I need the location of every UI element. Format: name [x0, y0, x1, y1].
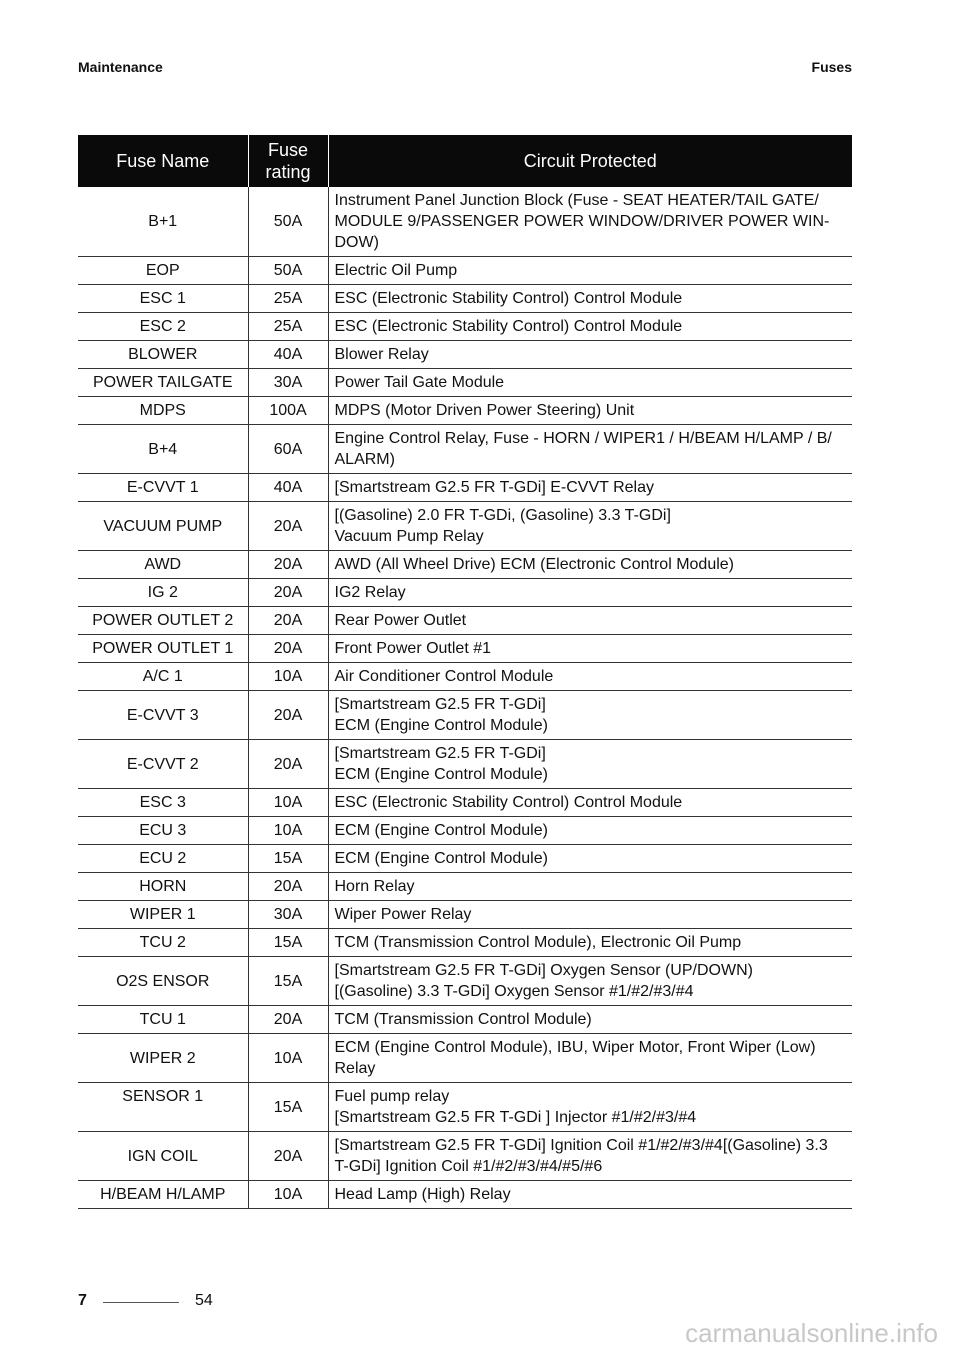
circuit-protected-cell: [Smartstream G2.5 FR T-GDi] ECM (Engine Control Module): [328, 691, 852, 740]
circuit-protected-cell: TCM (Transmission Control Module): [328, 1006, 852, 1034]
circuit-protected-cell: Air Conditioner Control Module: [328, 663, 852, 691]
fuse-name-cell: ECU 3: [78, 817, 248, 845]
table-row: [78, 257, 852, 285]
table-row: [78, 663, 852, 691]
fuse-name-cell: E-CVVT 3: [78, 691, 248, 740]
fuse-rating-cell: 60A: [248, 425, 328, 474]
fuse-name-cell: EOP: [78, 257, 248, 285]
fuse-rating-cell: 100A: [248, 397, 328, 425]
circuit-protected-cell: [Smartstream G2.5 FR T-GDi] Oxygen Sensor (UP/DOWN) [(Gasoline) 3.3 T-GDi] Oxygen Sensor #1/#2/#3/#4: [328, 957, 852, 1006]
fuse-name-cell: E-CVVT 1: [78, 474, 248, 502]
fuse-rating-cell: 20A: [248, 579, 328, 607]
table-row: [78, 425, 852, 474]
table-row: [78, 551, 852, 579]
circuit-protected-cell: Horn Relay: [328, 873, 852, 901]
column-header-fuse-rating: Fuse rating: [248, 135, 328, 187]
table-row: [78, 691, 852, 740]
circuit-protected-cell: MDPS (Motor Driven Power Steering) Unit: [328, 397, 852, 425]
fuse-rating-cell: 10A: [248, 663, 328, 691]
circuit-protected-cell: [Smartstream G2.5 FR T-GDi] Ignition Coil #1/#2/#3/#4[(Gasoline) 3.3 T-GDi] Ignition Coil #1/#2/#3/#4/#5/#6: [328, 1132, 852, 1181]
circuit-protected-cell: [Smartstream G2.5 FR T-GDi] E-CVVT Relay: [328, 474, 852, 502]
fuse-rating-cell: 15A: [248, 1083, 328, 1132]
circuit-protected-cell: ECM (Engine Control Module): [328, 845, 852, 873]
circuit-protected-cell: ECM (Engine Control Module), IBU, Wiper Motor, Front Wiper (Low) Relay: [328, 1034, 852, 1083]
fuse-name-cell: ESC 1: [78, 285, 248, 313]
table-row: [78, 789, 852, 817]
fuse-rating-cell: 20A: [248, 1132, 328, 1181]
fuse-rating-cell: 20A: [248, 1006, 328, 1034]
fuse-rating-cell: 30A: [248, 901, 328, 929]
table-body: [78, 187, 852, 1209]
fuse-rating-cell: 10A: [248, 817, 328, 845]
fuse-name-cell: B+1: [78, 187, 248, 257]
column-header-circuit-protected: Circuit Protected: [328, 135, 852, 187]
circuit-protected-cell: TCM (Transmission Control Module), Electronic Oil Pump: [328, 929, 852, 957]
fuse-name-cell: HORN: [78, 873, 248, 901]
column-header-fuse-name: Fuse Name: [78, 135, 248, 187]
fuse-name-cell: POWER TAILGATE: [78, 369, 248, 397]
topic-title: Fuses: [811, 59, 852, 75]
circuit-protected-cell: ESC (Electronic Stability Control) Control Module: [328, 285, 852, 313]
table-row: [78, 285, 852, 313]
fuse-name-cell: IGN COIL: [78, 1132, 248, 1181]
table-row: [78, 635, 852, 663]
circuit-protected-cell: Front Power Outlet #1: [328, 635, 852, 663]
fuse-rating-cell: 15A: [248, 929, 328, 957]
fuse-rating-cell: 20A: [248, 740, 328, 789]
fuse-rating-cell: 40A: [248, 474, 328, 502]
fuse-rating-cell: 20A: [248, 691, 328, 740]
circuit-protected-cell: Instrument Panel Junction Block (Fuse - SEAT HEATER/TAIL GATE/ MODULE 9/PASSENGER POWER WINDOW/DRIVER POWER WIN- DOW): [328, 187, 852, 257]
fuse-rating-cell: 40A: [248, 341, 328, 369]
table-row: [78, 1034, 852, 1083]
table-row: [78, 1083, 852, 1132]
fuse-rating-cell: 20A: [248, 502, 328, 551]
fuse-rating-cell: 15A: [248, 845, 328, 873]
fuse-name-cell: ESC 3: [78, 789, 248, 817]
table-row: [78, 369, 852, 397]
circuit-protected-cell: [Smartstream G2.5 FR T-GDi] ECM (Engine Control Module): [328, 740, 852, 789]
table-row: [78, 957, 852, 1006]
fuse-rating-cell: 25A: [248, 313, 328, 341]
circuit-protected-cell: Electric Oil Pump: [328, 257, 852, 285]
fuse-name-cell: B+4: [78, 425, 248, 474]
fuse-name-cell: BLOWER: [78, 341, 248, 369]
fuse-name-cell: O2S ENSOR: [78, 957, 248, 1006]
table-row: [78, 740, 852, 789]
fuse-name-cell: SENSOR 1: [78, 1083, 248, 1132]
fuse-rating-cell: 10A: [248, 1034, 328, 1083]
page-number: 54: [195, 1292, 213, 1309]
circuit-protected-cell: AWD (All Wheel Drive) ECM (Electronic Control Module): [328, 551, 852, 579]
chapter-number: 7: [78, 1292, 87, 1309]
fuse-name-cell: VACUUM PUMP: [78, 502, 248, 551]
table-row: [78, 817, 852, 845]
table-row: [78, 607, 852, 635]
fuse-rating-cell: 20A: [248, 873, 328, 901]
fuse-name-cell: MDPS: [78, 397, 248, 425]
table-row: [78, 187, 852, 257]
table-row: [78, 502, 852, 551]
circuit-protected-cell: Rear Power Outlet: [328, 607, 852, 635]
table-header: [78, 135, 852, 187]
fuse-rating-cell: 15A: [248, 957, 328, 1006]
circuit-protected-cell: Blower Relay: [328, 341, 852, 369]
fuse-name-cell: ECU 2: [78, 845, 248, 873]
fuse-name-cell: TCU 1: [78, 1006, 248, 1034]
table-row: [78, 929, 852, 957]
fuse-rating-cell: 10A: [248, 1181, 328, 1209]
fuse-name-cell: A/C 1: [78, 663, 248, 691]
fuse-rating-cell: 50A: [248, 187, 328, 257]
fuse-name-cell: H/BEAM H/LAMP: [78, 1181, 248, 1209]
circuit-protected-cell: Engine Control Relay, Fuse - HORN / WIPER1 / H/BEAM H/LAMP / B/ ALARM): [328, 425, 852, 474]
fuse-rating-cell: 20A: [248, 635, 328, 663]
watermark: carmanualsonline.info: [685, 1318, 938, 1348]
fuse-name-cell: POWER OUTLET 1: [78, 635, 248, 663]
fuse-name-cell: AWD: [78, 551, 248, 579]
circuit-protected-cell: IG2 Relay: [328, 579, 852, 607]
fuse-name-cell: WIPER 2: [78, 1034, 248, 1083]
fuse-name-cell: E-CVVT 2: [78, 740, 248, 789]
fuse-rating-cell: 50A: [248, 257, 328, 285]
footer-divider: [103, 1302, 179, 1303]
circuit-protected-cell: Power Tail Gate Module: [328, 369, 852, 397]
fuse-rating-cell: 25A: [248, 285, 328, 313]
table-row: [78, 1132, 852, 1181]
table-row: [78, 341, 852, 369]
circuit-protected-cell: ESC (Electronic Stability Control) Control Module: [328, 789, 852, 817]
circuit-protected-cell: [(Gasoline) 2.0 FR T-GDi, (Gasoline) 3.3 T-GDi] Vacuum Pump Relay: [328, 502, 852, 551]
fuse-rating-cell: 20A: [248, 551, 328, 579]
table-row: [78, 845, 852, 873]
table-row: [78, 873, 852, 901]
table-row: [78, 397, 852, 425]
circuit-protected-cell: Head Lamp (High) Relay: [328, 1181, 852, 1209]
circuit-protected-cell: Wiper Power Relay: [328, 901, 852, 929]
fuse-name-cell: TCU 2: [78, 929, 248, 957]
circuit-protected-cell: ESC (Electronic Stability Control) Control Module: [328, 313, 852, 341]
fuse-name-cell: IG 2: [78, 579, 248, 607]
fuse-rating-cell: 30A: [248, 369, 328, 397]
table-row: [78, 1181, 852, 1209]
fuse-rating-cell: 10A: [248, 789, 328, 817]
circuit-protected-cell: Fuel pump relay [Smartstream G2.5 FR T-GDi ] Injector #1/#2/#3/#4: [328, 1083, 852, 1132]
fuse-name-cell: ESC 2: [78, 313, 248, 341]
circuit-protected-cell: ECM (Engine Control Module): [328, 817, 852, 845]
table-row: [78, 474, 852, 502]
fuse-table: [78, 135, 852, 1209]
table-row: [78, 1006, 852, 1034]
section-title: Maintenance: [78, 59, 163, 75]
fuse-name-cell: WIPER 1: [78, 901, 248, 929]
table-row: [78, 901, 852, 929]
table-row: [78, 313, 852, 341]
fuse-name-cell: POWER OUTLET 2: [78, 607, 248, 635]
fuse-rating-cell: 20A: [248, 607, 328, 635]
table-row: [78, 579, 852, 607]
